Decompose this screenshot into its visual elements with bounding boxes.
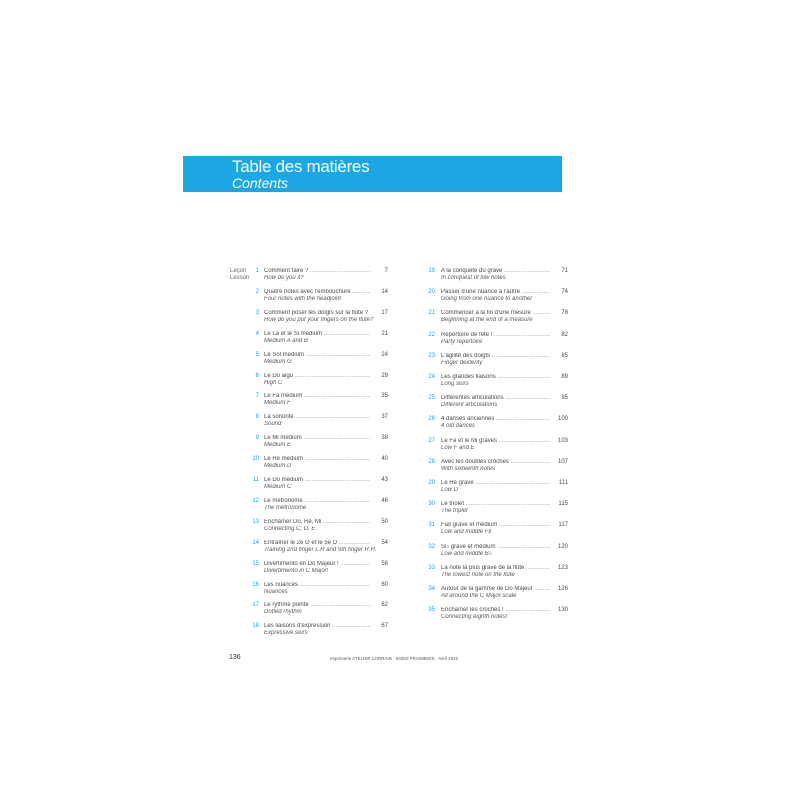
page-ref: 78 bbox=[550, 310, 568, 317]
title-line bbox=[264, 310, 388, 317]
lesson-number: 15 bbox=[252, 560, 259, 567]
lesson-title-en: Medium D bbox=[264, 463, 292, 470]
toc-entry bbox=[230, 373, 388, 393]
lesson-title-en: Divertimento in C Major! bbox=[264, 567, 329, 574]
toc-entry bbox=[424, 459, 568, 479]
lesson-title-en: Low and middle F♯ bbox=[441, 529, 492, 536]
lesson-title-fr: Commencer à la fin d'une mesure ..... bbox=[441, 310, 550, 317]
title-line bbox=[264, 498, 388, 505]
lesson-number: 33 bbox=[428, 564, 435, 571]
toc-entry bbox=[424, 438, 568, 458]
lesson-title-en: Low D bbox=[441, 487, 459, 493]
lesson-title-fr: La sonorité ..... bbox=[264, 414, 370, 421]
lesson-title-fr: Le rythme pointé ..... bbox=[264, 602, 370, 609]
toc-entry bbox=[230, 456, 388, 476]
toc-entry bbox=[424, 586, 568, 606]
lesson-title-en: Low and middle B♭ bbox=[441, 550, 492, 557]
page-title: Table des matières bbox=[232, 157, 370, 176]
page-ref: 95 bbox=[550, 395, 568, 402]
lesson-number: 23 bbox=[428, 352, 435, 359]
lesson-title-fr: Enchaîner Do, Ré, Mi ..... bbox=[264, 519, 370, 526]
toc-entry bbox=[230, 582, 388, 602]
lesson-title-en: Medium A and B bbox=[264, 337, 308, 344]
lesson-title-en: The triplet bbox=[441, 508, 468, 515]
page-ref: 107 bbox=[550, 459, 568, 466]
lesson-number: 30 bbox=[428, 501, 435, 508]
page-ref: 120 bbox=[550, 544, 568, 551]
lesson-title-fr: Le métronome ..... bbox=[264, 498, 370, 505]
page-ref: 21 bbox=[370, 331, 388, 338]
toc-entry bbox=[424, 416, 568, 436]
lesson-title-fr: L'agilité des doigts ..... bbox=[441, 353, 550, 360]
page-ref: 17 bbox=[370, 310, 388, 317]
lesson-title-fr: Le Mi médium ..... bbox=[264, 435, 370, 442]
page-ref: 38 bbox=[370, 435, 388, 442]
lesson-title-fr: Le Ré médium ..... bbox=[264, 456, 370, 463]
lesson-title-fr: Les grandes liaisons ..... bbox=[441, 374, 550, 381]
page-ref: 62 bbox=[370, 602, 388, 609]
lesson-label-fr: Leçon bbox=[230, 268, 247, 274]
page-ref: 46 bbox=[370, 498, 388, 505]
lesson-title-fr: Les liaisons d'expression ..... bbox=[264, 623, 370, 630]
toc-entry bbox=[230, 435, 388, 455]
lesson-title-fr: Quatre notes avec l'embouchure ..... bbox=[264, 289, 370, 296]
lesson-title-fr: Le Fa médium ..... bbox=[264, 393, 370, 400]
lesson-title-fr: Autour de la gamme de Do Majeur ..... bbox=[441, 586, 550, 593]
lesson-title-en: Sound bbox=[264, 421, 282, 428]
title-line bbox=[441, 586, 568, 593]
lesson-number: 9 bbox=[255, 435, 259, 442]
title-line bbox=[441, 501, 568, 508]
lesson-title-fr: Répertoire de fête ! ..... bbox=[441, 332, 550, 339]
title-line bbox=[441, 268, 568, 275]
page-ref: 35 bbox=[370, 393, 388, 400]
page-ref: 71 bbox=[550, 268, 568, 275]
lesson-title-fr: 4 danses anciennes ..... bbox=[441, 416, 550, 423]
lesson-title-fr: Les nuances ..... bbox=[264, 582, 370, 589]
title-line bbox=[441, 310, 568, 317]
toc-entry bbox=[230, 393, 388, 413]
lesson-title-en: Medium E bbox=[264, 442, 292, 449]
lesson-title-en: How do you put your fingers on the flute? bbox=[264, 316, 374, 323]
page-ref: 82 bbox=[550, 332, 568, 339]
page-ref: 123 bbox=[550, 565, 568, 572]
lesson-number: 27 bbox=[428, 437, 435, 444]
lesson-number: 16 bbox=[252, 581, 259, 588]
lesson-title-fr: Divertimento en Do Majeur ! ..... bbox=[264, 561, 370, 568]
lesson-title-fr: Comment faire ? ..... bbox=[264, 268, 370, 275]
page-ref: 111 bbox=[550, 480, 568, 487]
title-line bbox=[441, 565, 568, 572]
page-ref: 14 bbox=[370, 289, 388, 296]
title-line bbox=[264, 331, 388, 338]
lesson-label-en: Lesson bbox=[230, 275, 250, 281]
title-line bbox=[441, 438, 568, 445]
toc-entry bbox=[424, 544, 568, 564]
lesson-number: 6 bbox=[255, 372, 259, 379]
page-ref: 67 bbox=[370, 623, 388, 630]
title-line bbox=[264, 393, 388, 400]
toc-entry bbox=[230, 310, 388, 330]
title-line bbox=[264, 289, 388, 296]
lesson-number: 10 bbox=[252, 456, 259, 463]
lesson-number: 21 bbox=[428, 310, 435, 317]
title-line bbox=[264, 352, 388, 359]
lesson-title-en: Connecting eighth notes! bbox=[441, 614, 508, 621]
lesson-title-fr: Le Do aigu ..... bbox=[264, 373, 370, 380]
lesson-title-en: High C bbox=[264, 379, 283, 386]
title-line bbox=[441, 289, 568, 296]
lesson-number: 22 bbox=[428, 331, 435, 338]
title-line bbox=[441, 459, 568, 466]
lesson-title-fr: Comment poser les doigts sur la flûte ? ..... bbox=[264, 310, 370, 317]
lesson-number: 3 bbox=[255, 309, 259, 316]
toc-entry bbox=[424, 332, 568, 352]
page-ref: 43 bbox=[370, 477, 388, 484]
lesson-number: 31 bbox=[428, 522, 435, 529]
page-ref: 40 bbox=[370, 456, 388, 463]
printer-credit: Imprimerie ATELIER LORRAIN · 54300 FRAIMBOIS · Avril 2022 bbox=[330, 656, 459, 661]
lesson-title-fr: Si♭ grave et médium ..... bbox=[441, 544, 550, 551]
lesson-title-fr: Le triolet ..... bbox=[441, 501, 550, 508]
lesson-number: 1 bbox=[255, 268, 259, 274]
title-line bbox=[441, 353, 568, 360]
lesson-number: 12 bbox=[252, 497, 259, 504]
toc-entry bbox=[230, 352, 388, 372]
lesson-number: 24 bbox=[428, 374, 435, 380]
lesson-number: 4 bbox=[255, 330, 259, 337]
page-ref: 117 bbox=[550, 522, 568, 529]
lesson-number: 11 bbox=[252, 477, 259, 483]
lesson-title-en: All around the C Major scale bbox=[441, 593, 517, 599]
lesson-number: 18 bbox=[252, 623, 259, 630]
lesson-title-en: Training 2nd finger L.H and 5th finger R.H. bbox=[264, 546, 377, 553]
lesson-title-en: Party repertoire bbox=[441, 338, 483, 345]
page-ref: 100 bbox=[550, 416, 568, 423]
lesson-number: 28 bbox=[428, 458, 435, 465]
page-ref: 74 bbox=[550, 289, 568, 296]
page-ref: 103 bbox=[550, 438, 568, 445]
toc-entry bbox=[424, 353, 568, 373]
toc-entry bbox=[230, 602, 388, 622]
lesson-title-en: The lowest note on the flute bbox=[441, 571, 515, 578]
title-line bbox=[264, 582, 388, 589]
lesson-number: 7 bbox=[255, 393, 259, 400]
toc-entry bbox=[424, 374, 568, 394]
lesson-title-fr: Différentes articulations ..... bbox=[441, 395, 550, 402]
lesson-number: 5 bbox=[255, 351, 259, 358]
lesson-number: 13 bbox=[252, 518, 259, 525]
lesson-title-en: Finger dexterity bbox=[441, 359, 483, 366]
title-line bbox=[264, 540, 388, 547]
title-line bbox=[441, 332, 568, 339]
title-line bbox=[441, 522, 568, 529]
title-line bbox=[264, 456, 388, 463]
title-line bbox=[441, 607, 568, 614]
toc-entry bbox=[424, 501, 568, 521]
lesson-title-fr: Fa♯ grave et médium ..... bbox=[441, 522, 550, 529]
lesson-title-en: Different articulations bbox=[441, 402, 498, 409]
toc-entry bbox=[424, 480, 568, 500]
page-ref: 115 bbox=[550, 501, 568, 508]
lesson-number: 25 bbox=[428, 395, 435, 402]
toc-entry bbox=[230, 414, 388, 434]
lesson-number: 8 bbox=[255, 414, 259, 421]
toc-entry bbox=[424, 565, 568, 585]
lesson-number: 29 bbox=[428, 480, 435, 486]
page-ref: 89 bbox=[550, 374, 568, 381]
lesson-number: 34 bbox=[428, 586, 435, 592]
title-line bbox=[441, 416, 568, 423]
title-line bbox=[264, 268, 388, 275]
toc-entry bbox=[230, 561, 388, 581]
page-ref: 7 bbox=[370, 268, 388, 275]
page-ref: 37 bbox=[370, 414, 388, 421]
lesson-title-fr: Le La et le Si médium ..... bbox=[264, 331, 370, 338]
title-line bbox=[441, 480, 568, 487]
lesson-title-fr: Enchaîner les croches ! ..... bbox=[441, 607, 550, 614]
toc-entry bbox=[424, 607, 568, 627]
lesson-title-fr: Le Fa et le Mi graves ..... bbox=[441, 438, 550, 445]
lesson-title-en: In conquest of low notes bbox=[441, 275, 506, 281]
lesson-title-en: How do you it? bbox=[264, 275, 304, 281]
lesson-title-en: Connecting C, D, E bbox=[264, 525, 316, 532]
toc-entry bbox=[230, 331, 388, 351]
lesson-title-fr: La note la plus grave de la flûte ..... bbox=[441, 565, 550, 572]
lesson-title-en: Medium C bbox=[264, 484, 292, 490]
lesson-title-en: With sixteenth notes bbox=[441, 465, 495, 472]
lesson-title-en: Low F and E bbox=[441, 444, 475, 451]
lesson-title-en: Nuances bbox=[264, 588, 288, 595]
lesson-number: 35 bbox=[428, 607, 435, 614]
title-line bbox=[264, 602, 388, 609]
title-line bbox=[264, 477, 388, 484]
title-line bbox=[264, 561, 388, 568]
page-ref: 58 bbox=[370, 561, 388, 568]
lesson-title-fr: Passer d'une nuance à l'autre ..... bbox=[441, 289, 550, 296]
lesson-title-fr: Le Do médium ..... bbox=[264, 477, 370, 484]
title-line bbox=[264, 435, 388, 442]
page-ref: 60 bbox=[370, 582, 388, 589]
title-line bbox=[441, 395, 568, 402]
toc-entry bbox=[424, 289, 568, 309]
lesson-title-en: Long slurs bbox=[441, 381, 469, 387]
page-ref: 29 bbox=[370, 373, 388, 380]
title-line bbox=[264, 623, 388, 630]
lesson-number: 19 bbox=[428, 268, 435, 274]
lesson-title-fr: A la conquête du grave ..... bbox=[441, 268, 550, 275]
lesson-title-en: The metronome bbox=[264, 504, 307, 511]
page-subtitle: Contents bbox=[232, 175, 289, 191]
lesson-title-fr: Avec les doubles croches ..... bbox=[441, 459, 550, 466]
lesson-title-en: Four notes with the headjoint bbox=[264, 295, 342, 302]
lesson-title-en: Beginning at the end of a measure bbox=[441, 317, 533, 324]
toc-entry bbox=[230, 519, 388, 539]
lesson-title-en: Dotted rhythm bbox=[264, 609, 302, 616]
page-ref: 85 bbox=[550, 353, 568, 360]
lesson-title-fr: Entraîner le 2e G et le 5e D ..... bbox=[264, 540, 370, 547]
page-ref: 126 bbox=[550, 586, 568, 593]
lesson-title-fr: Le Ré grave ..... bbox=[441, 480, 550, 487]
toc-entry bbox=[424, 310, 568, 330]
toc-entry bbox=[230, 540, 388, 560]
toc-entry bbox=[230, 623, 388, 643]
lesson-number: 17 bbox=[252, 602, 259, 609]
toc-entry bbox=[230, 477, 388, 497]
lesson-number: 14 bbox=[252, 539, 259, 546]
page-ref: 54 bbox=[370, 540, 388, 547]
lesson-number: 26 bbox=[428, 416, 435, 423]
lesson-title-en: Expressive slurs bbox=[264, 630, 308, 637]
lesson-title-en: Medium F bbox=[264, 400, 291, 407]
toc-entry bbox=[230, 498, 388, 518]
title-line bbox=[264, 519, 388, 526]
lesson-title-en: Medium G bbox=[264, 358, 292, 365]
title-line bbox=[264, 414, 388, 421]
lesson-title-fr: Le Sol médium ..... bbox=[264, 352, 370, 359]
title-line bbox=[441, 544, 568, 551]
toc-entry bbox=[230, 289, 388, 309]
page-number: 136 bbox=[229, 654, 241, 661]
title-line bbox=[441, 374, 568, 381]
lesson-number: 32 bbox=[428, 543, 435, 550]
toc-entry bbox=[424, 268, 568, 288]
toc-entry bbox=[424, 395, 568, 415]
lesson-title-en: 4 old dances bbox=[441, 423, 476, 430]
title-line bbox=[264, 373, 388, 380]
lesson-number: 20 bbox=[428, 289, 435, 296]
lesson-number: 2 bbox=[255, 288, 259, 295]
toc-entry bbox=[230, 268, 388, 288]
page-ref: 24 bbox=[370, 352, 388, 359]
lesson-title-en: Going from one nuance to another bbox=[441, 296, 533, 303]
toc-entry bbox=[424, 522, 568, 542]
page-ref: 130 bbox=[550, 607, 568, 614]
page-ref: 50 bbox=[370, 519, 388, 526]
